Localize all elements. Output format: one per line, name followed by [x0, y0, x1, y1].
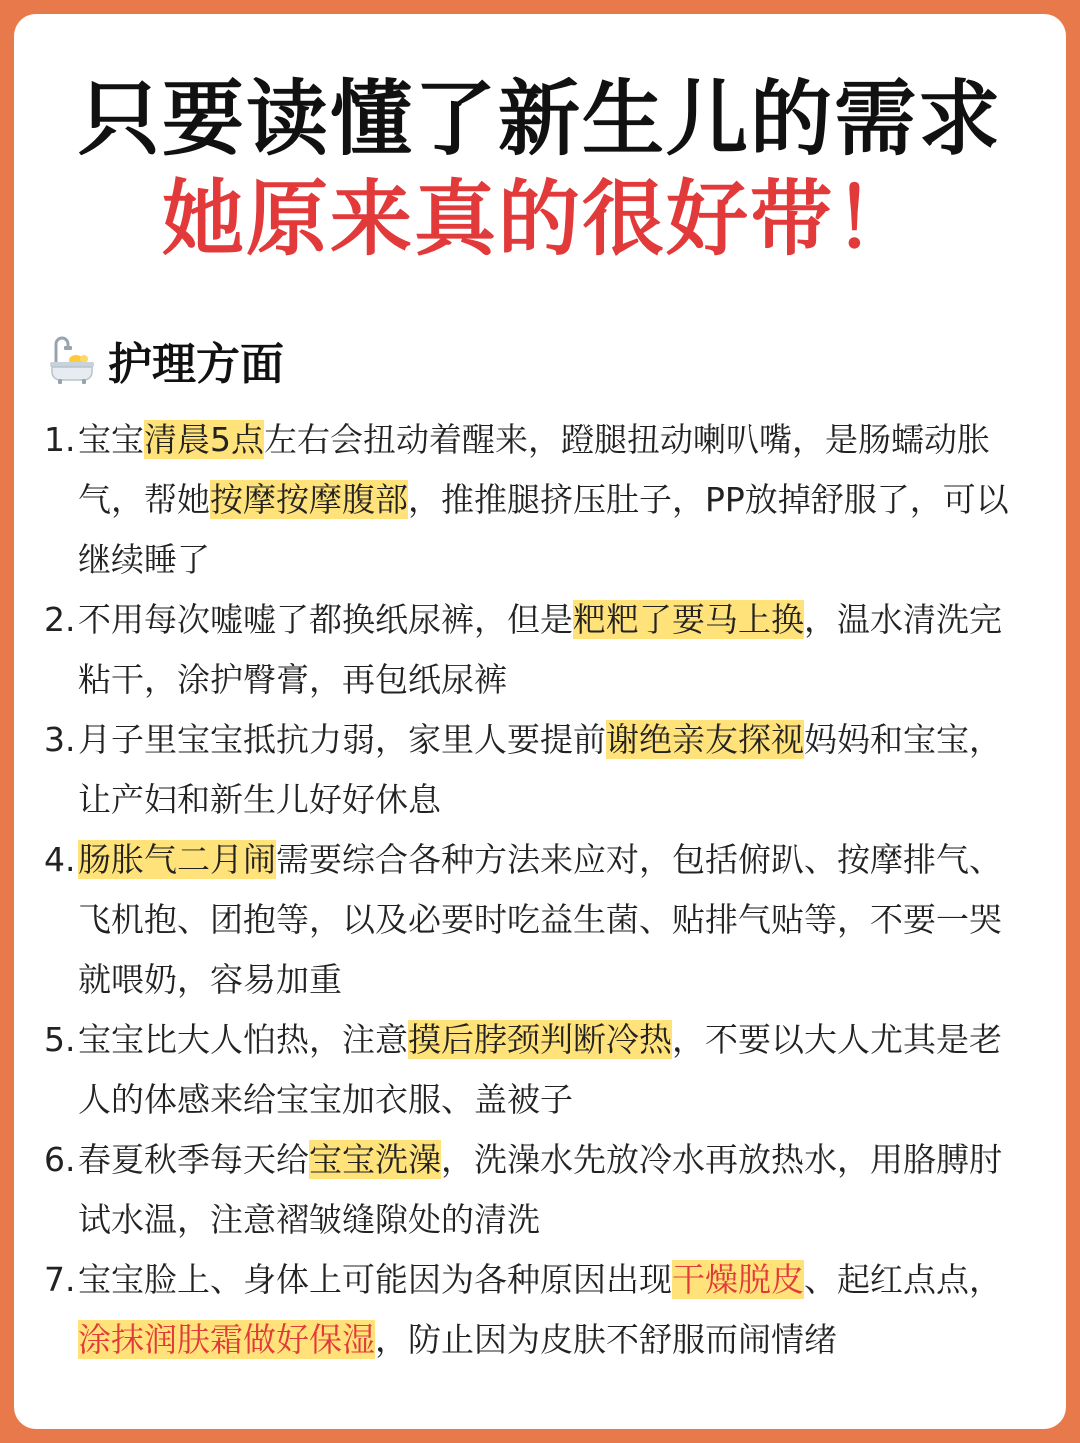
body-text: ，温水清洗完粘干，涂护臀膏，再包纸尿裤 [78, 600, 1002, 699]
body-text: 需要综合各种方法来应对，包括俯趴、按摩排气、飞机抱、团抱等，以及必要时吃益生菌、贴排气贴等，不要一哭就喂奶，容易加重 [78, 840, 1002, 999]
item-number: 6. [44, 1140, 76, 1179]
item-number: 2. [44, 600, 76, 639]
body-text: 左右会扭动着醒来，蹬腿扭动喇叭嘴，是肠蠕动胀气，帮她 [78, 420, 990, 519]
list-item [44, 1130, 1034, 1250]
item-text [78, 1010, 1034, 1130]
title-line-2: 她原来真的很好带！ [161, 172, 918, 267]
section-header [46, 330, 284, 390]
list-item [44, 830, 1034, 1010]
body-text: ，不要以大人尤其是老人的体感来给宝宝加衣服、盖被子 [78, 1020, 1002, 1119]
body-text: 宝宝脸上、身体上可能因为各种原因出现 [78, 1260, 672, 1299]
item-number: 5. [44, 1020, 76, 1059]
care-tips-list [44, 410, 1034, 1370]
highlight-text-red: 干燥脱皮 [672, 1260, 804, 1299]
item-number: 7. [44, 1260, 76, 1299]
body-text: 妈妈和宝宝，让产妇和新生儿好好休息 [78, 720, 1002, 819]
highlight-text: 肠胀气二月闹 [78, 840, 276, 879]
highlight-text: 谢绝亲友探视 [606, 720, 804, 759]
list-item [44, 410, 1034, 590]
bathtub-icon [46, 334, 98, 386]
body-text: 不用每次嘘嘘了都换纸尿裤，但是 [78, 600, 573, 639]
highlight-text: 摸后脖颈判断冷热 [408, 1020, 672, 1059]
highlight-text: 宝宝洗澡 [309, 1140, 441, 1179]
list-item [44, 590, 1034, 710]
item-number: 4. [44, 840, 76, 879]
item-number: 1. [44, 420, 76, 459]
body-text: 宝宝比大人怕热，注意 [78, 1020, 408, 1059]
item-text [78, 710, 1034, 830]
item-number: 3. [44, 720, 76, 759]
highlight-text-red: 涂抹润肤霜做好保湿 [78, 1320, 375, 1359]
list-item [44, 1250, 1034, 1370]
body-text: 春夏秋季每天给 [78, 1140, 309, 1179]
section-title: 护理方面 [108, 339, 284, 390]
body-text: ，洗澡水先放冷水再放热水，用胳膊肘试水温，注意褶皱缝隙处的清洗 [78, 1140, 1002, 1239]
body-text: 、起红点点， [804, 1260, 1002, 1299]
list-item [44, 1010, 1034, 1130]
item-text [78, 1250, 1034, 1370]
body-text: ，推推腿挤压肚子，PP放掉舒服了，可以继续睡了 [78, 480, 1009, 579]
highlight-text: 粑粑了要马上换 [573, 600, 804, 639]
highlight-text: 清晨5点 [144, 420, 264, 459]
title-line-1: 只要读懂了新生儿的需求 [77, 72, 1002, 167]
body-text: 宝宝 [78, 420, 144, 459]
item-text [78, 410, 1034, 590]
list-item [44, 710, 1034, 830]
body-text: ，防止因为皮肤不舒服而闹情绪 [375, 1320, 837, 1359]
item-text [78, 830, 1034, 1010]
item-text [78, 590, 1034, 710]
item-text [78, 1130, 1034, 1250]
highlight-text: 按摩按摩腹部 [210, 480, 408, 519]
body-text: 月子里宝宝抵抗力弱，家里人要提前 [78, 720, 606, 759]
